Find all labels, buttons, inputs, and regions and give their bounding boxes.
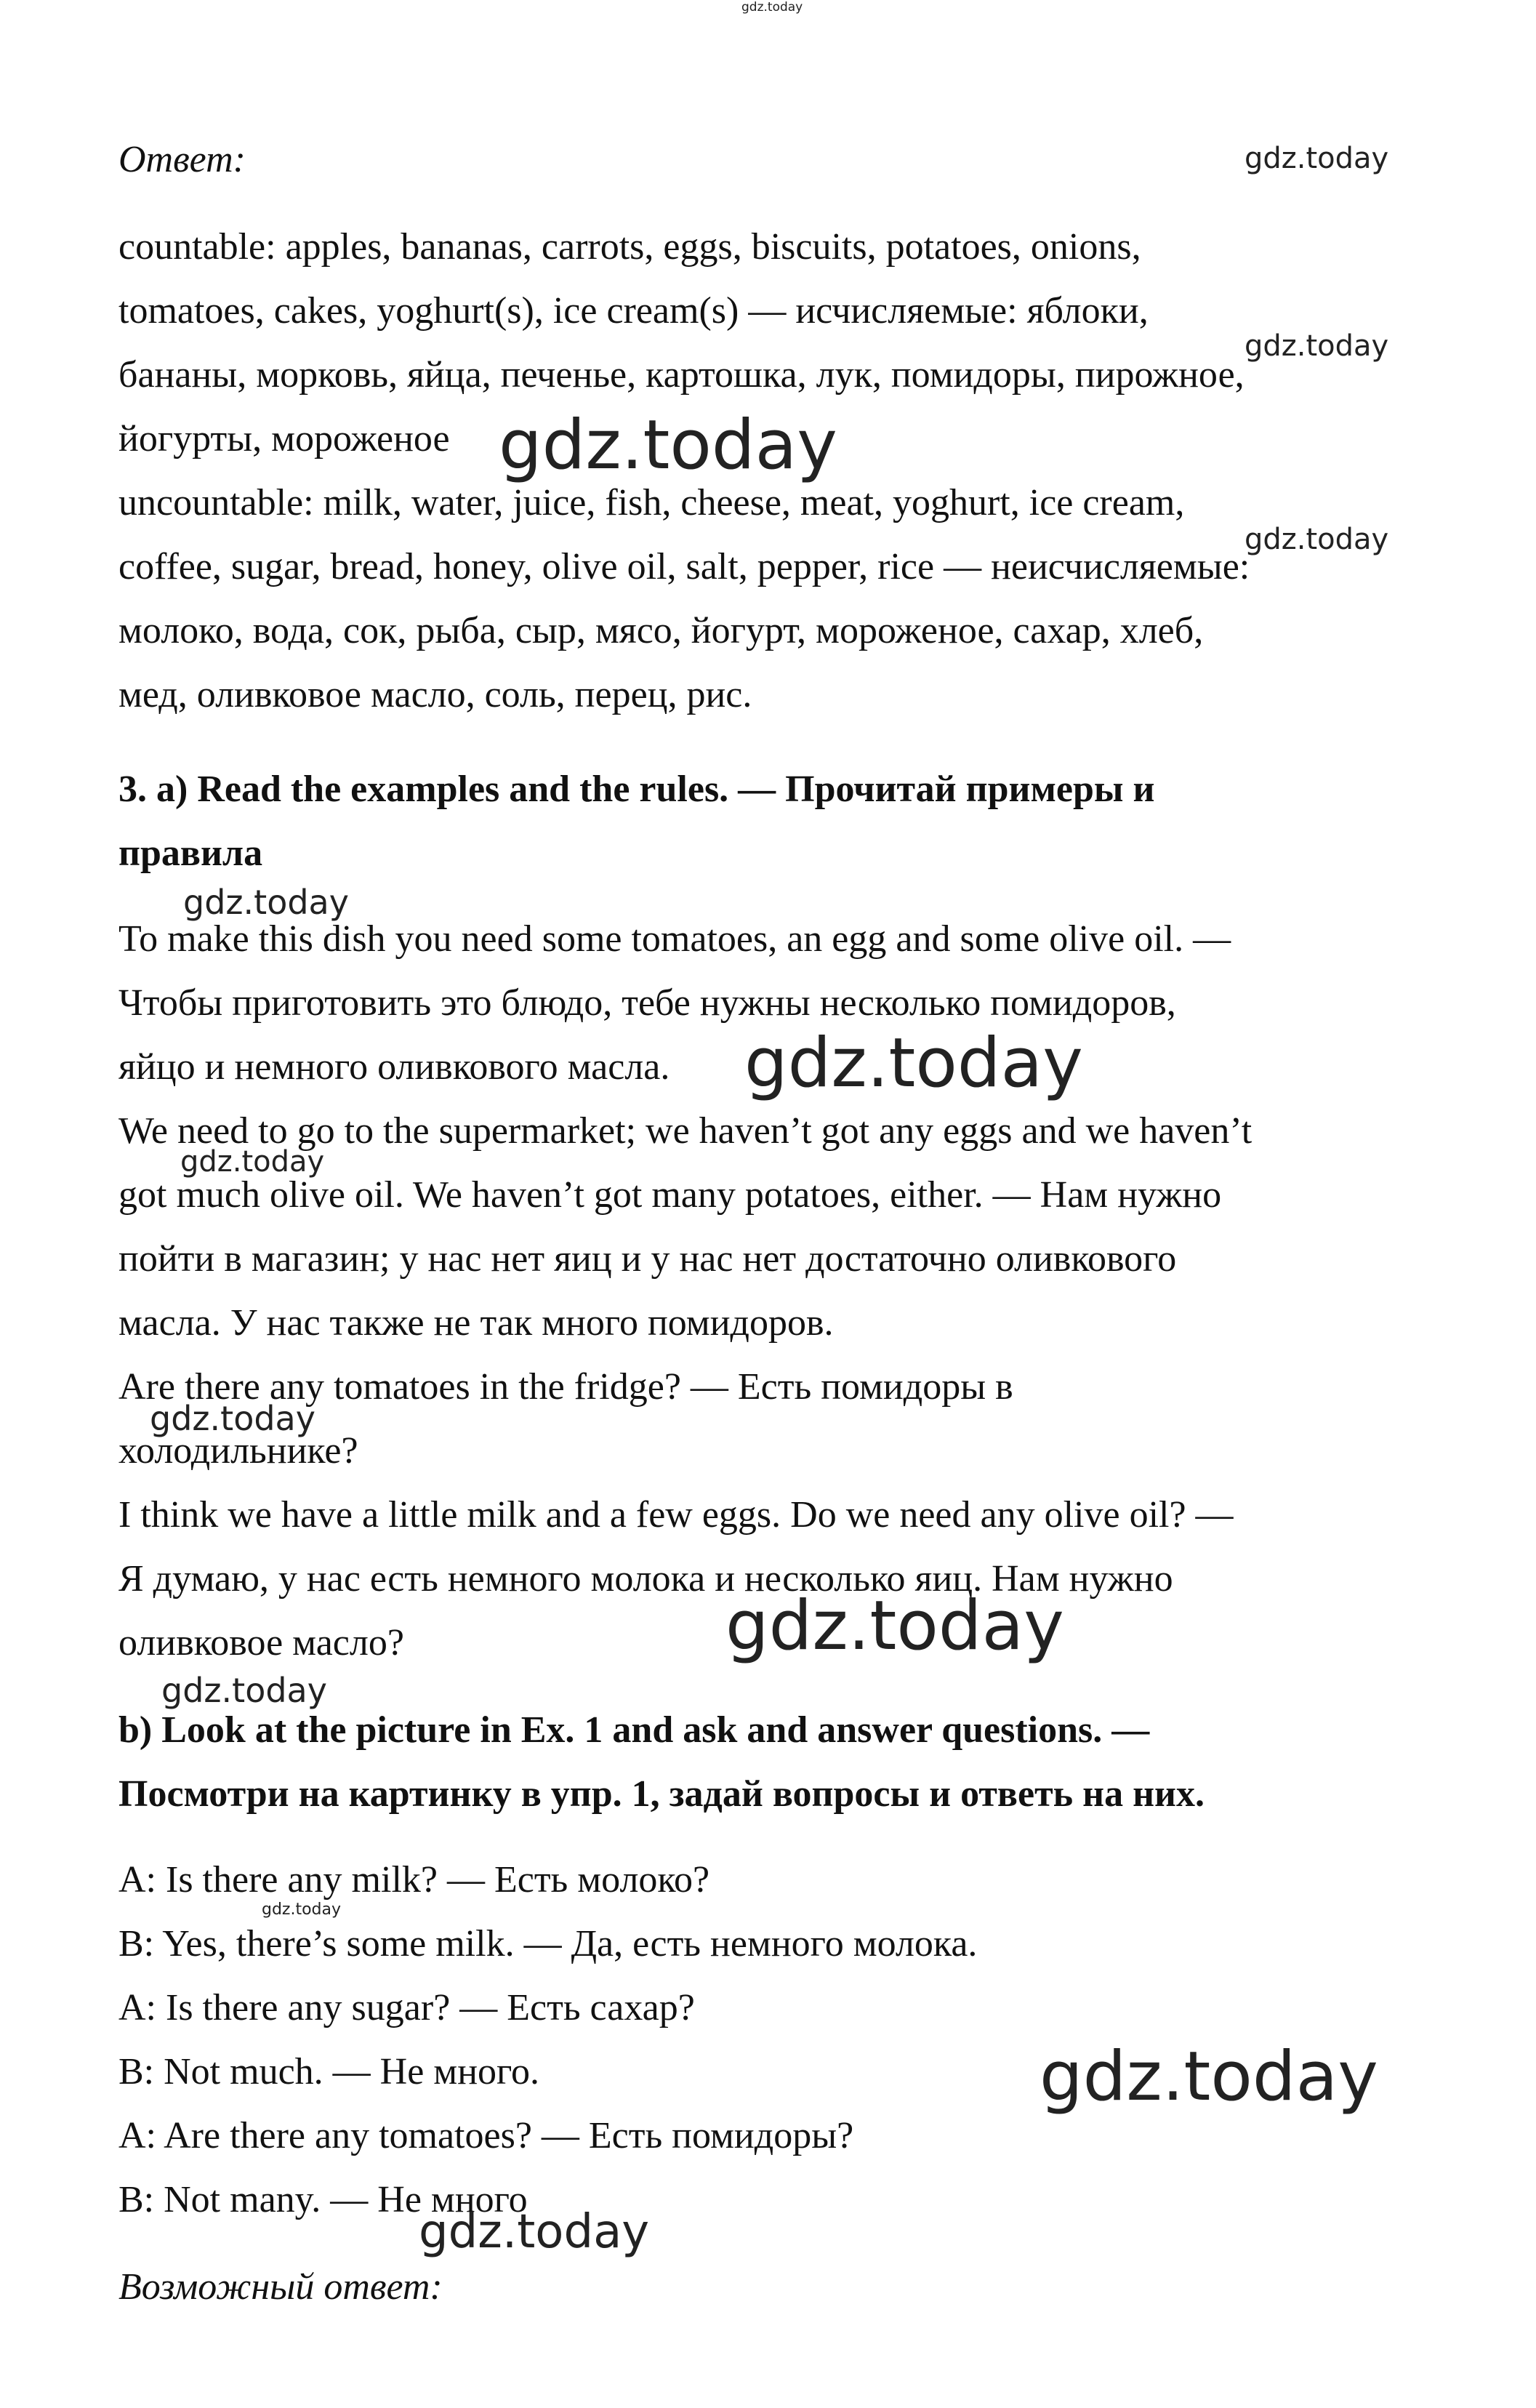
example-line: Я думаю, у нас есть немного молока и несколько яиц. Нам нужно	[118, 1558, 1173, 1600]
task-3a-heading: правила	[118, 832, 263, 874]
task-3a-heading: 3. a) Read the examples and the rules. — Прочитай примеры и	[118, 768, 1155, 810]
task-3b-heading: b) Look at the picture in Ex. 1 and ask and answer questions. —	[118, 1709, 1150, 1751]
watermark: gdz.today	[419, 2205, 650, 2259]
answer-line: молоко, вода, сок, рыба, сыр, мясо, йогурт, мороженое, сахар, хлеб,	[118, 610, 1204, 651]
example-line: яйцо и немного оливкового масла.	[118, 1046, 670, 1088]
watermark: gdz.today	[150, 1399, 315, 1438]
example-line: Are there any tomatoes in the fridge? — Есть помидоры в	[118, 1366, 1013, 1408]
watermark: gdz.today	[1040, 2037, 1378, 2116]
example-line: I think we have a little milk and a few eggs. Do we need any olive oil? —	[118, 1494, 1234, 1536]
dialogue-line: A: Are there any tomatoes? — Есть помидоры?	[118, 2115, 854, 2156]
dialogue-line: A: Is there any milk? — Есть молоко?	[118, 1859, 710, 1901]
dialogue-line: B: Not much. — Не много.	[118, 2051, 540, 2092]
example-line: холодильнике?	[118, 1430, 358, 1472]
watermark: gdz.today	[1245, 329, 1389, 363]
possible-answer-label: Возможный ответ:	[118, 2266, 443, 2308]
dialogue-line: A: Is there any sugar? — Есть сахар?	[118, 1987, 695, 2028]
answer-line: мед, оливковое масло, соль, перец, рис.	[118, 674, 752, 715]
watermark: gdz.today	[180, 1145, 325, 1179]
task-3b-heading: Посмотри на картинку в упр. 1, задай вопросы и ответь на них.	[118, 1773, 1205, 1815]
dialogue-line: B: Not many. — Не много	[118, 2179, 528, 2220]
answer-line: tomatoes, cakes, yoghurt(s), ice cream(s) — исчисляемые: яблоки,	[118, 290, 1149, 332]
answer-label: Ответ:	[118, 139, 246, 180]
example-line: We need to go to the supermarket; we haven’t got any eggs and we haven’t	[118, 1110, 1252, 1152]
watermark: gdz.today	[262, 1901, 342, 1919]
example-line: To make this dish you need some tomatoes, an egg and some olive oil. —	[118, 918, 1231, 960]
answer-line: йогурты, мороженое	[118, 418, 450, 459]
example-line: Чтобы приготовить это блюдо, тебе нужны несколько помидоров,	[118, 982, 1176, 1024]
answer-line: бананы, морковь, яйца, печенье, картошка, лук, помидоры, пирожное,	[118, 354, 1245, 396]
example-line: оливковое масло?	[118, 1622, 404, 1663]
example-line: got much olive oil. We haven’t got many potatoes, either. — Нам нужно	[118, 1174, 1222, 1216]
answer-line: uncountable: milk, water, juice, fish, cheese, meat, yoghurt, ice cream,	[118, 482, 1185, 523]
watermark: gdz.today	[161, 1671, 327, 1710]
watermark: gdz.today	[1245, 523, 1389, 556]
watermark: gdz.today	[741, 0, 803, 15]
answer-line: countable: apples, bananas, carrots, eggs, biscuits, potatoes, onions,	[118, 226, 1141, 268]
dialogue-line: B: Yes, there’s some milk. — Да, есть немного молока.	[118, 1923, 978, 1964]
example-line: масла. У нас также не так много помидоров.	[118, 1302, 834, 1344]
watermark: gdz.today	[725, 1586, 1064, 1666]
watermark: gdz.today	[1245, 142, 1389, 175]
watermark: gdz.today	[183, 883, 349, 922]
answer-line: coffee, sugar, bread, honey, olive oil, salt, pepper, rice — неисчисляемые:	[118, 546, 1250, 587]
watermark: gdz.today	[744, 1024, 1083, 1103]
example-line: пойти в магазин; у нас нет яиц и у нас нет достаточно оливкового	[118, 1238, 1177, 1280]
watermark: gdz.today	[499, 406, 837, 485]
